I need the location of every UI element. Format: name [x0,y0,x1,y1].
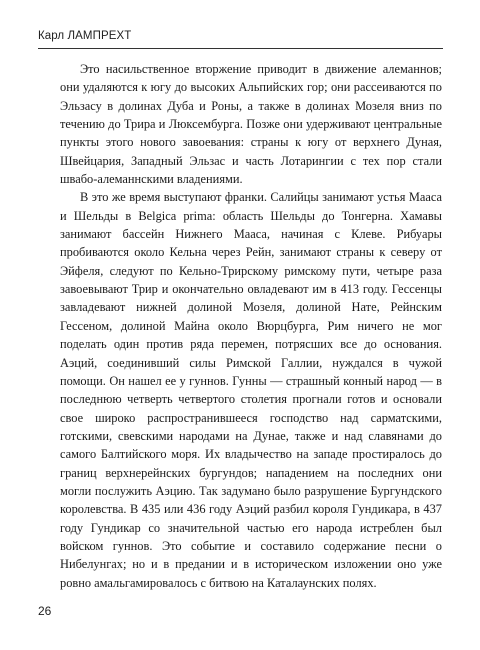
paragraph: Это насильственное вторжение приводит в движение алеманнов; они удаляются к югу до высоких Альпийских гор; они рассеиваются по Эльзасу в долинах Дуба и Роны, а также в долинах Мозеля вниз по течению до Трира и Люксембурга. Позже они удерживают центральные пункты этого нового завоевания: страны к югу от верхнего Дуная, Швейцария, Западный Эльзас и часть Лотарингии с тех пор стали швабо-алеманнскими владениями. [60,62,442,187]
body-text [60,60,442,592]
running-head: Карл ЛАМПРЕХТ [38,30,132,42]
page-number: 26 [38,604,52,618]
paragraph: В это же время выступают франки. Салийцы занимают устья Мааса и Шельды в Belgica prima: область Шельды до Тонгерна. Хамавы занимают бассейн Нижнего Мааса, начиная с Клеве. Рибуары пробиваются около Кельна через Рейн, занимают страны к северу от Эйфеля, следуют по Кельно-Трирскому римскому пути, четыре раза завоевывают Трир и окончательно овладевают им в 413 году. Гессенцы завладевают нижней долиной Мозеля, долиной Нате, Рейнским Гессеном, долиной Майна около Вюрцбурга, Рим ничего не мог поделать один против ряда перемен, потрясших все до основания. Аэций, соединивший силы Римской Галлии, нуждался в чужой помощи. Он нашел ее у гуннов. Гунны — страшный конный народ — в последнюю четверть четвертого столетия прогнали готов и основали свое широко распространившееся господство над сарматскими, готскими, свевскими народами на Дунае, также и над славянами до самого Балтийского моря. Их владычество на западе простиралось до границ верхнерейнских бургундов; нападением на последних они могли послужить Аэцию. Так задумано было разрушение Бургундского королевства. В 435 или 436 году Аэций разбил короля Гундикара, в 437 году Гундикар со значительной частью его народа истреблен был войском гуннов. Это событие и составило содержание песни о Нибелунгах; но и в предании и в историческом изложении оно уже ровно амальгамировалось с битвою на Каталаунских полях. [60,190,442,590]
header-rule [38,48,443,49]
